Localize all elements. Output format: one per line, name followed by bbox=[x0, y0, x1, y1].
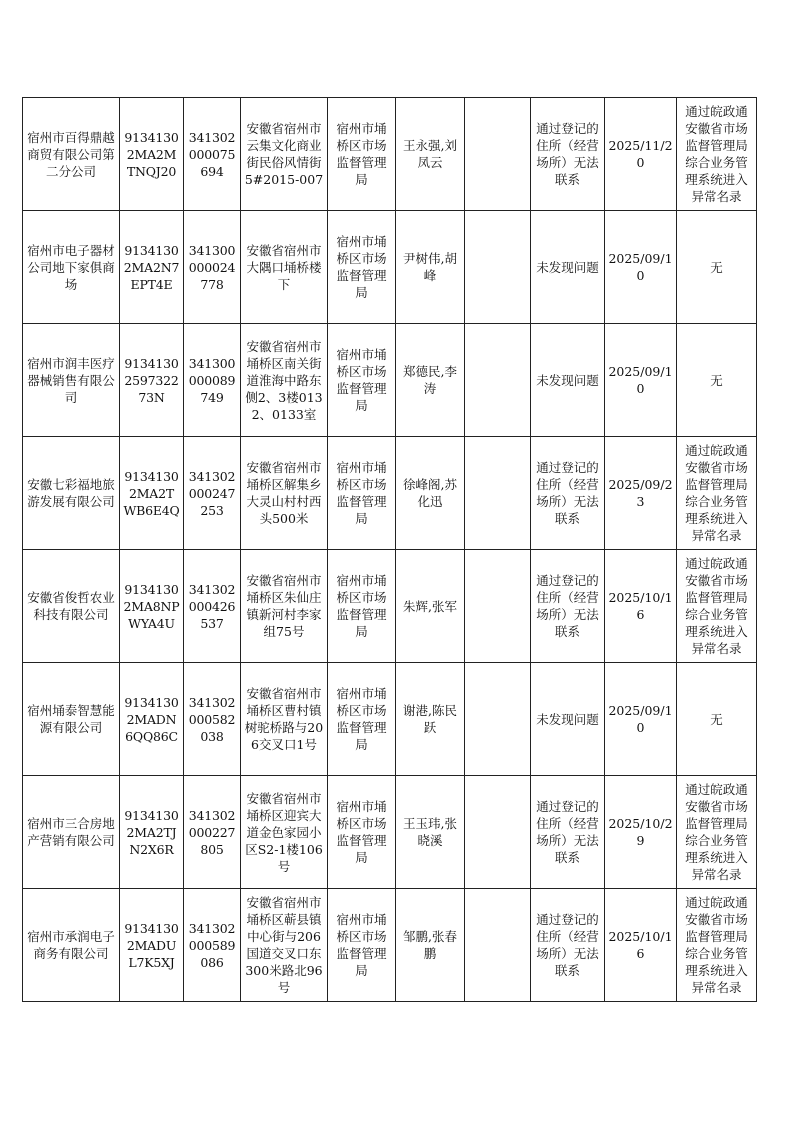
action-cell: 通过皖政通安徽省市场监督管理局综合业务管理系统进入异常名录 bbox=[677, 550, 757, 663]
action-cell: 无 bbox=[677, 663, 757, 776]
inspection-result-cell: 通过登记的住所（经营场所）无法联系 bbox=[531, 889, 605, 1002]
inspection-results-table bbox=[22, 97, 757, 1002]
company-name-cell: 宿州市润丰医疗器械销售有限公司 bbox=[23, 324, 120, 437]
inspection-date-cell: 2025/11/20 bbox=[605, 98, 677, 211]
company-name-cell: 安徽省俊哲农业科技有限公司 bbox=[23, 550, 120, 663]
table-row bbox=[23, 324, 757, 437]
action-cell: 通过皖政通安徽省市场监督管理局综合业务管理系统进入异常名录 bbox=[677, 889, 757, 1002]
table-row bbox=[23, 550, 757, 663]
empty-cell bbox=[465, 776, 531, 889]
table-row bbox=[23, 889, 757, 1002]
company-name-cell: 宿州埇泰智慧能源有限公司 bbox=[23, 663, 120, 776]
inspectors-cell: 谢港,陈民跃 bbox=[396, 663, 465, 776]
inspection-result-cell: 通过登记的住所（经营场所）无法联系 bbox=[531, 550, 605, 663]
authority-cell: 宿州市埇桥区市场监督管理局 bbox=[328, 211, 396, 324]
credit-code-cell: 91341302MADN6QQ86C bbox=[120, 663, 184, 776]
inspectors-cell: 邹鹏,张春鹏 bbox=[396, 889, 465, 1002]
credit-code-cell: 91341302MA2TJN2X6R bbox=[120, 776, 184, 889]
table-row bbox=[23, 211, 757, 324]
credit-code-cell: 91341302MA8NPWYA4U bbox=[120, 550, 184, 663]
action-cell: 通过皖政通安徽省市场监督管理局综合业务管理系统进入异常名录 bbox=[677, 98, 757, 211]
company-name-cell: 宿州市电子器材公司地下家俱商场 bbox=[23, 211, 120, 324]
inspection-date-cell: 2025/10/16 bbox=[605, 889, 677, 1002]
empty-cell bbox=[465, 437, 531, 550]
address-cell: 安徽省宿州市埇桥区曹村镇树驼桥路与206交叉口1号 bbox=[241, 663, 328, 776]
registration-number-cell: 341302000582038 bbox=[184, 663, 241, 776]
address-cell: 安徽省宿州市埇桥区蕲县镇中心街与206国道交叉口东300米路北96号 bbox=[241, 889, 328, 1002]
authority-cell: 宿州市埇桥区市场监督管理局 bbox=[328, 437, 396, 550]
registration-number-cell: 341302000075694 bbox=[184, 98, 241, 211]
inspection-date-cell: 2025/09/10 bbox=[605, 663, 677, 776]
empty-cell bbox=[465, 98, 531, 211]
authority-cell: 宿州市埇桥区市场监督管理局 bbox=[328, 889, 396, 1002]
address-cell: 安徽省宿州市埇桥区迎宾大道金色家园小区S2-1楼106号 bbox=[241, 776, 328, 889]
credit-code-cell: 91341302MA2MTNQJ20 bbox=[120, 98, 184, 211]
address-cell: 安徽省宿州市大隅口埇桥楼下 bbox=[241, 211, 328, 324]
table-row bbox=[23, 663, 757, 776]
registration-number-cell: 341302000227805 bbox=[184, 776, 241, 889]
inspection-date-cell: 2025/09/23 bbox=[605, 437, 677, 550]
action-cell: 无 bbox=[677, 324, 757, 437]
address-cell: 安徽省宿州市云集文化商业街民俗风情街5#2015-007 bbox=[241, 98, 328, 211]
inspectors-cell: 王永强,刘凤云 bbox=[396, 98, 465, 211]
inspectors-cell: 郑德民,李涛 bbox=[396, 324, 465, 437]
inspection-date-cell: 2025/10/29 bbox=[605, 776, 677, 889]
company-name-cell: 安徽七彩福地旅游发展有限公司 bbox=[23, 437, 120, 550]
inspection-date-cell: 2025/09/10 bbox=[605, 211, 677, 324]
inspectors-cell: 徐峰阁,苏化迅 bbox=[396, 437, 465, 550]
inspection-date-cell: 2025/10/16 bbox=[605, 550, 677, 663]
company-name-cell: 宿州市三合房地产营销有限公司 bbox=[23, 776, 120, 889]
registration-number-cell: 341302000247253 bbox=[184, 437, 241, 550]
empty-cell bbox=[465, 889, 531, 1002]
inspection-result-cell: 未发现问题 bbox=[531, 324, 605, 437]
address-cell: 安徽省宿州市埇桥区南关街道淮海中路东侧2、3楼0132、0133室 bbox=[241, 324, 328, 437]
action-cell: 无 bbox=[677, 211, 757, 324]
inspectors-cell: 王玉玮,张晓溪 bbox=[396, 776, 465, 889]
table-row bbox=[23, 98, 757, 211]
inspectors-cell: 朱辉,张军 bbox=[396, 550, 465, 663]
empty-cell bbox=[465, 550, 531, 663]
inspection-result-cell: 通过登记的住所（经营场所）无法联系 bbox=[531, 776, 605, 889]
registration-number-cell: 341302000589086 bbox=[184, 889, 241, 1002]
authority-cell: 宿州市埇桥区市场监督管理局 bbox=[328, 98, 396, 211]
authority-cell: 宿州市埇桥区市场监督管理局 bbox=[328, 776, 396, 889]
authority-cell: 宿州市埇桥区市场监督管理局 bbox=[328, 663, 396, 776]
credit-code-cell: 91341302MADUL7K5XJ bbox=[120, 889, 184, 1002]
table-body bbox=[23, 98, 757, 1002]
inspectors-cell: 尹树伟,胡峰 bbox=[396, 211, 465, 324]
action-cell: 通过皖政通安徽省市场监督管理局综合业务管理系统进入异常名录 bbox=[677, 437, 757, 550]
credit-code-cell: 91341302MA2TWB6E4Q bbox=[120, 437, 184, 550]
inspection-result-cell: 通过登记的住所（经营场所）无法联系 bbox=[531, 98, 605, 211]
credit-code-cell: 9134130259732273N bbox=[120, 324, 184, 437]
inspection-result-cell: 未发现问题 bbox=[531, 663, 605, 776]
registration-number-cell: 341300000089749 bbox=[184, 324, 241, 437]
table-row bbox=[23, 437, 757, 550]
action-cell: 通过皖政通安徽省市场监督管理局综合业务管理系统进入异常名录 bbox=[677, 776, 757, 889]
registration-number-cell: 341302000426537 bbox=[184, 550, 241, 663]
address-cell: 安徽省宿州市埇桥区解集乡大灵山村村西头500米 bbox=[241, 437, 328, 550]
authority-cell: 宿州市埇桥区市场监督管理局 bbox=[328, 324, 396, 437]
inspection-date-cell: 2025/09/10 bbox=[605, 324, 677, 437]
registration-number-cell: 341300000024778 bbox=[184, 211, 241, 324]
company-name-cell: 宿州市承润电子商务有限公司 bbox=[23, 889, 120, 1002]
credit-code-cell: 91341302MA2N7EPT4E bbox=[120, 211, 184, 324]
inspection-result-cell: 未发现问题 bbox=[531, 211, 605, 324]
table-row bbox=[23, 776, 757, 889]
empty-cell bbox=[465, 324, 531, 437]
inspection-result-cell: 通过登记的住所（经营场所）无法联系 bbox=[531, 437, 605, 550]
company-name-cell: 宿州市百得鼎越商贸有限公司第二分公司 bbox=[23, 98, 120, 211]
address-cell: 安徽省宿州市埇桥区朱仙庄镇新河村李家组75号 bbox=[241, 550, 328, 663]
empty-cell bbox=[465, 211, 531, 324]
empty-cell bbox=[465, 663, 531, 776]
authority-cell: 宿州市埇桥区市场监督管理局 bbox=[328, 550, 396, 663]
